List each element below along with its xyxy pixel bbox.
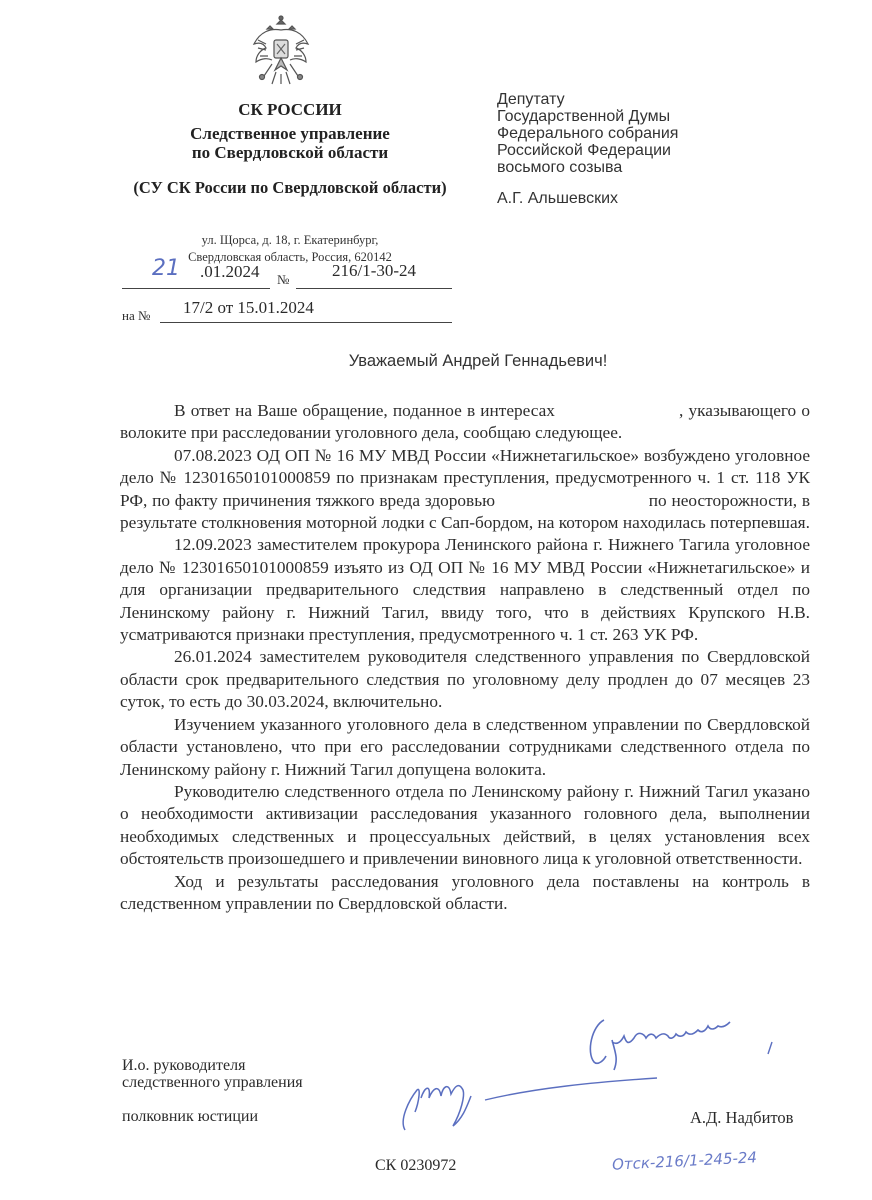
registration-number: 216/1-30-24 xyxy=(332,261,417,280)
body-paragraph: В ответ на Ваше обращение, поданное в интересах , указывающего о волоките при расследовании уголовного дела, сообщаю следующее. xyxy=(120,401,815,443)
addressee-name: А.Г. Альшевских xyxy=(497,190,619,207)
body-paragraph: Ход и результаты расследования уголовного дела поставлены на контроль в следственном управлении по Свердловской области. xyxy=(120,871,810,913)
russian-emblem-icon xyxy=(250,14,312,88)
date-underline xyxy=(122,288,270,289)
address-line2: Свердловская область, Россия, 620142 xyxy=(188,250,392,264)
address-line1: ул. Щорса, д. 18, г. Екатеринбург, xyxy=(201,233,379,247)
form-serial-number: СК 0230972 xyxy=(375,1157,457,1174)
body-paragraph: 26.01.2024 заместителем руководителя следственного управления по Свердловской области срок предварительного следствия по уголовному делу продлен до 07 месяцев 23 суток, то есть до 30.03.2024, включительно. xyxy=(120,647,810,712)
org-name-line1: Следственное управление xyxy=(190,124,390,143)
addressee-line: Российской Федерации xyxy=(497,142,671,159)
body-paragraph: 07.08.2023 ОД ОП № 16 МУ МВД России «Нижнетагильское» возбуждено уголовное дело № 12301650101000859 по признакам преступления, предусмотренного ч. 1 ст. 118 УК РФ, по факту причинения тяжкого вреда здоровью по неосторожности, в результате столкновения моторной лодки с Сап-бордом, на котором находилась потерпевшая. xyxy=(120,445,815,533)
reference-label: на № xyxy=(122,308,151,323)
registration-date: .01.2024 xyxy=(200,262,260,281)
body-paragraph: 12.09.2023 заместителем прокурора Ленинского района г. Нижнего Тагила уголовное дело № 12301650101000859 изъято из ОД ОП № 16 МУ МВД России «Нижнетагильское» и для организации предварительного следствия направлено в следственный отдел по Ленинскому району г. Нижний Тагил, ввиду того, что в действиях Крупского Н.В. усматриваются признаки преступления, предусмотренного ч. 1 ст. 263 УК РФ. xyxy=(120,535,810,645)
org-name-line2: по Свердловской области xyxy=(191,143,389,162)
addressee-line: восьмого созыва xyxy=(497,159,623,176)
body-paragraph: Изучением указанного уголовного дела в следственном управлении по Свердловской области установлено, что при его расследовании сотрудниками следственного отдела по Ленинскому району г. Нижний Тагил допущена волокита. xyxy=(120,714,810,779)
handwritten-date-day: 21 xyxy=(152,256,180,281)
addressee-line: Государственной Думы xyxy=(497,108,671,125)
org-title: СК РОССИИ xyxy=(238,100,342,119)
signatory-position xyxy=(122,1057,303,1091)
handwritten-outgoing-number: Отск-216/1-245-24 xyxy=(611,1148,758,1174)
position-line2: следственного управления xyxy=(122,1074,303,1091)
body-paragraph: Руководителю следственного отдела по Ленинскому району г. Нижний Тагил указано о необходимости активизации расследования указанного головного дела, выполнении необходимых следственных и процессуальных действий, в целях установления всех обстоятельств произошедшего и привлечении виновного лица к уголовной ответственности. xyxy=(120,781,810,869)
reference-underline xyxy=(160,322,452,323)
org-name xyxy=(115,124,465,162)
letter-body xyxy=(120,400,815,915)
addressee-line: Депутату xyxy=(497,91,565,108)
addressee-block xyxy=(497,91,678,207)
signatory-name: А.Д. Надбитов xyxy=(690,1108,794,1127)
signatory-rank: полковник юстиции xyxy=(122,1108,259,1125)
reference-number: 17/2 от 15.01.2024 xyxy=(183,298,314,317)
org-short-name: (СУ СК России по Свердловской области) xyxy=(133,178,447,197)
addressee-line: Федерального собрания xyxy=(497,125,679,142)
salutation: Уважаемый Андрей Геннадьевич! xyxy=(348,352,608,370)
position-line1: И.о. руководителя xyxy=(122,1057,246,1074)
number-label: № xyxy=(277,272,290,287)
handwritten-signature xyxy=(395,1060,665,1145)
number-underline xyxy=(296,288,452,289)
